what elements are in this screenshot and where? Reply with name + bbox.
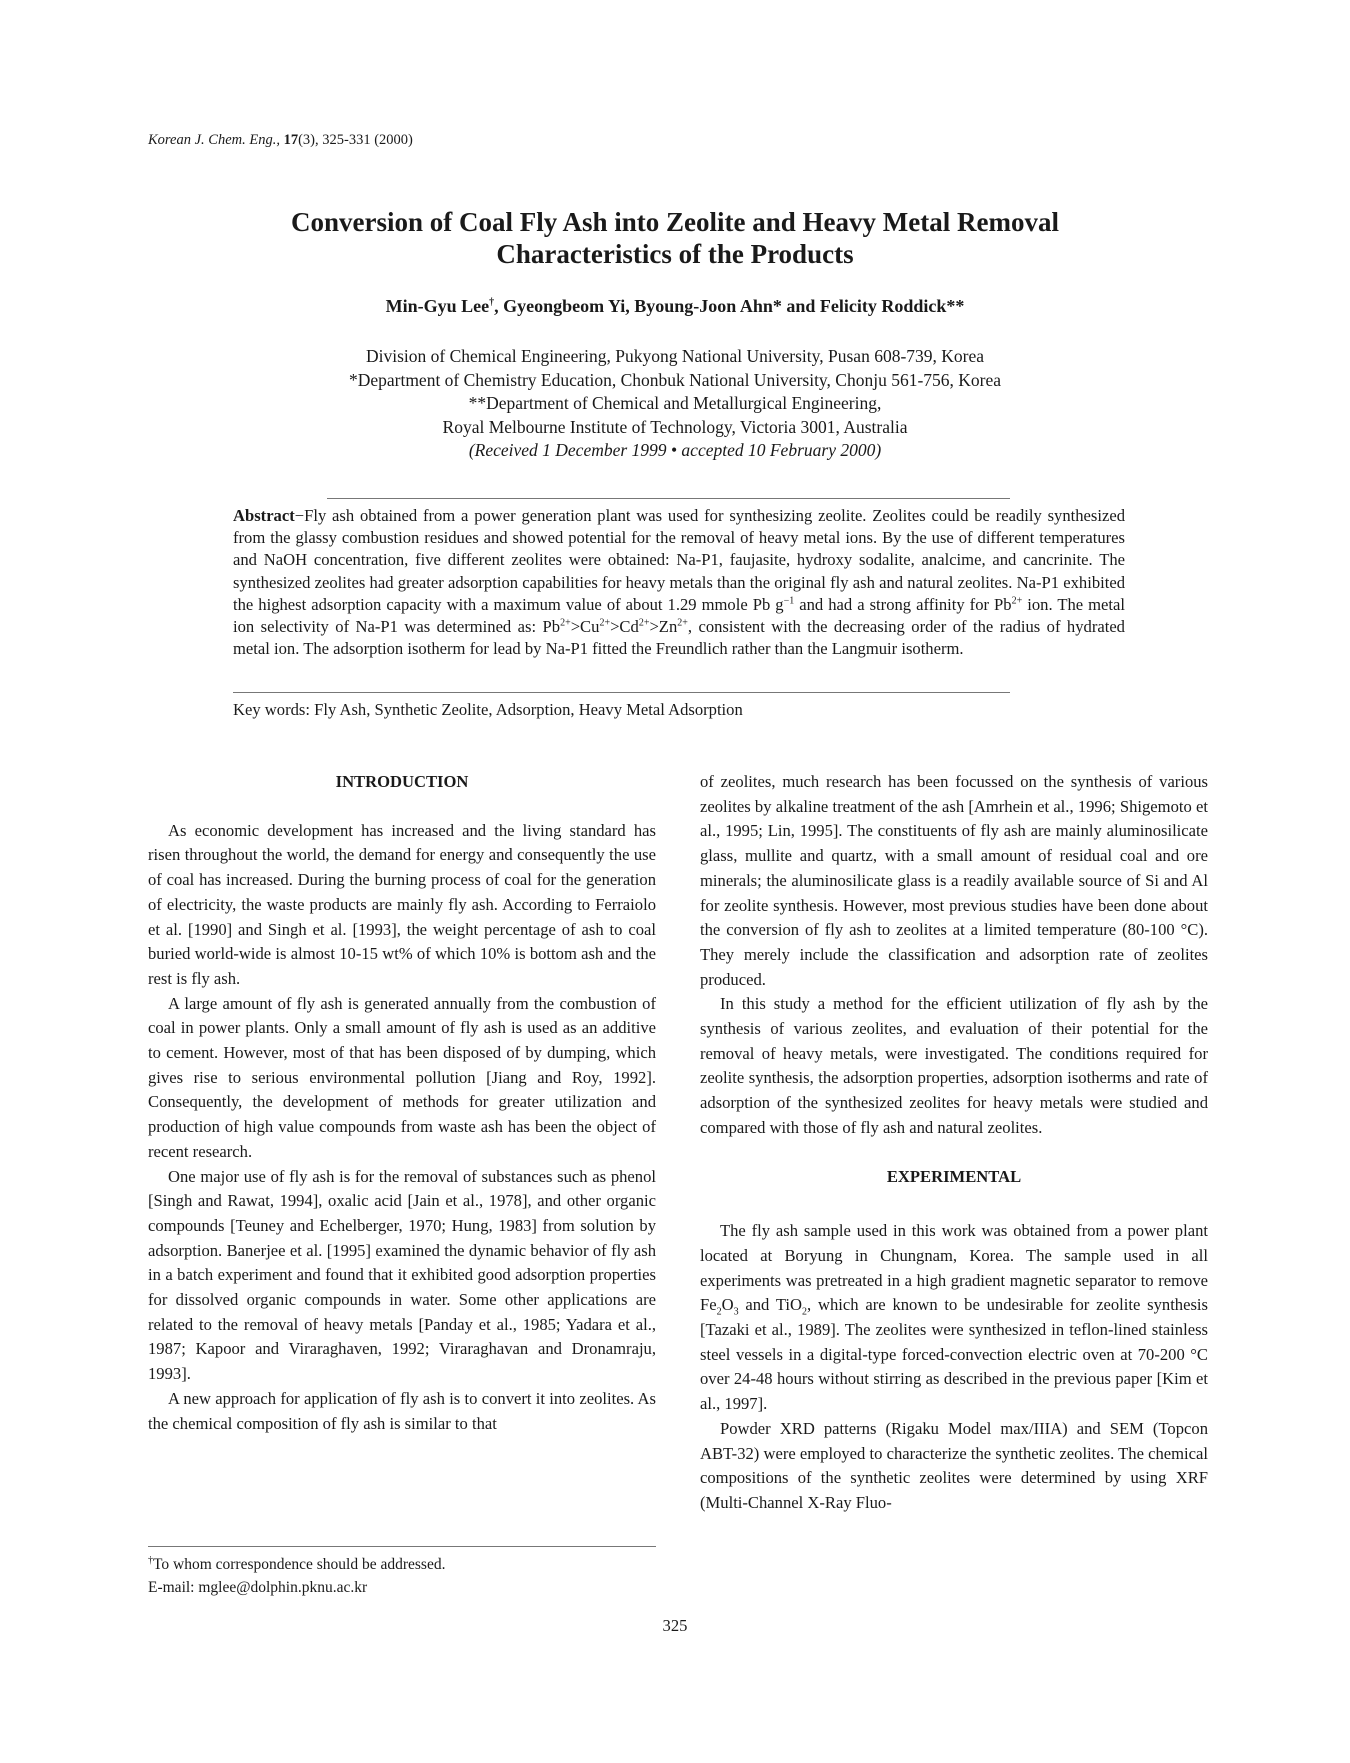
paragraph: The fly ash sample used in this work was obtained from a power plant located at Boryung in Chungnam, Korea. The sample used in all experiments was pretreated in a high gradient magnetic separator to remove $Fe_2O_3$ and TiO$_2$, which are known to be undesirable for zeolite synthesis [Tazaki et al., 1989]. The zeolites were synthesized in teflon-lined stainless steel vessels in a digital-type forced-convection electric oven at 70-200 °C over 24-48 hours without stirring as described in the previous paper [Kim et al., 1997]. [700,1221,1208,1414]
paragraph: In this study a method for the efficient utilization of fly ash by the synthesis of various zeolites, and evaluation of their potential for the removal of heavy metals, were investigated. The conditions required for zeolite synthesis, the adsorption properties, adsorption isotherms and rate of adsorption of the synthesized zeolites for heavy metals were studied and compared with those of fly ash and natural zeolites. [700,994,1208,1137]
abstract-top-rule [327,498,1010,499]
author-1: Min-Gyu Lee [385,296,490,316]
paper-title [0,206,1350,270]
affiliation-1: Division of Chemical Engineering, Pukyong National University, Pusan 608-739, Korea [365,346,985,366]
abstract: Abstract−Fly ash obtained from a power generation plant was used for synthesizing zeolite. Zeolites could be readily synthesized from the glassy combustion residues and showed potential for the removal of heavy metal ions. By the use of different temperatures and NaOH concentration, five different zeolites were obtained: Na-P1, faujasite, hydroxy sodalite, analcime, and cancrinite. The synthesized zeolites had greater adsorption capabilities for heavy metals than the original fly ash and natural zeolites. Na-P1 exhibited the highest adsorption capacity with a maximum value of about 1.29 mmole Pb $g^{-1}$ and had a strong affinity for $Pb^{2+}$ ion. The metal ion selectivity of Na-P1 was determined as: $Pb^{2+}>Cu^{2+}>Cd^{2+}>Zn^{2+}$, consistent with the decreasing order of the radius of hydrated metal ion. The adsorption isotherm for lead by Na-P1 fitted the Freundlich rather than the Langmuir isotherm. [233,506,1125,659]
received-dates: (Received 1 December 1999 • accepted 10 February 2000) [468,440,882,460]
affiliations [0,345,1350,463]
introduction-heading: INTRODUCTION [335,772,469,791]
other-authors: , Gyeongbeom Yi, Byoung-Joon Ahn* and Felicity Roddick** [494,296,965,316]
journal-volume: 17 [283,132,299,148]
author-list [0,296,1350,317]
abstract-label: Abstract [233,506,295,525]
left-column [148,770,656,1436]
journal-citation [148,132,413,149]
right-column [700,770,1208,1516]
footnote-email: E-mail: mglee@dolphin.pknu.ac.kr [148,1579,368,1596]
affiliation-4: Royal Melbourne Institute of Technology, Victoria 3001, Australia [442,416,908,437]
corresponding-mark: † [489,297,495,308]
affiliation-2: *Department of Chemistry Education, Chonbuk National University, Chonju 561-756, Korea [348,369,1002,390]
affiliation-3: **Department of Chemical and Metallurgical Engineering, [468,393,882,413]
footnote-correspondence: To whom correspondence should be addressed. [153,1556,446,1573]
journal-issue-pages: (3), 325-331 (2000) [298,132,413,148]
paragraph: of zeolites, much research has been focussed on the synthesis of various zeolites by alkaline treatment of the ash [Amrhein et al., 1996; Shigemoto et al., 1995; Lin, 1995]. The constituents of fly ash are mainly aluminosilicate glass, mullite and quartz, with a small amount of residual coal and ore minerals; the aluminosilicate glass is a readily available source of Si and Al for zeolite synthesis. However, most previous studies have been done about the conversion of fly ash to zeolites at a limited temperature (80-100 °C). They merely include the classification and adsorption rate of zeolites produced. [700,772,1208,989]
footnote [148,1553,445,1599]
footnote-mark: † [148,1554,153,1566]
paragraph: A large amount of fly ash is generated annually from the combustion of coal in power plants. Only a small amount of fly ash is used as an additive to cement. However, most of that has been disposed of by dumping, which gives rise to serious environmental pollution [Jiang and Roy, 1992]. Consequently, the development of methods for greater utilization and production of high value compounds from waste ash has been the object of recent research. [148,993,656,1161]
keywords: Key words: Fly Ash, Synthetic Zeolite, Adsorption, Heavy Metal Adsorption [233,700,743,719]
paragraph: As economic development has increased and the living standard has risen throughout the world, the demand for energy and consequently the use of coal has increased. During the burning process of coal for the generation of electricity, the waste products are mainly fly ash. According to Ferraiolo et al. [1990] and Singh et al. [1993], the weight percentage of ash to coal buried world-wide is almost 10-15 wt% of which 10% is bottom ash and the rest is fly ash. [148,820,656,988]
page-number: 325 [662,1616,688,1635]
paragraph: Powder XRD patterns (Rigaku Model max/IIIA) and SEM (Topcon ABT-32) were employed to characterize the synthetic zeolites. The chemical compositions of the synthetic zeolites were determined by using XRF (Multi-Channel X-Ray Fluo- [700,1418,1208,1512]
paragraph: A new approach for application of fly ash is to convert it into zeolites. As the chemical composition of fly ash is similar to that [148,1388,656,1433]
title-line-1: Conversion of Coal Fly Ash into Zeolite and Heavy Metal Removal [291,207,1059,237]
experimental-heading: EXPERIMENTAL [886,1166,1022,1186]
abstract-bottom-rule [233,692,1010,693]
title-line-2: Characteristics of the Products [496,239,854,269]
paragraph: One major use of fly ash is for the removal of substances such as phenol [Singh and Rawat, 1994], oxalic acid [Jain et al., 1978], and other organic compounds [Teuney and Echelberger, 1970; Hung, 1983] from solution by adsorption. Banerjee et al. [1995] examined the dynamic behavior of fly ash in a batch experiment and found that it exhibited good adsorption properties for dissolved organic compounds in water. Some other applications are related to the removal of heavy metals [Panday et al., 1985; Yadara et al., 1987; Kapoor and Viraraghaven, 1992; Viraraghavan and Dronamraju, 1993]. [148,1166,656,1384]
footnote-rule [148,1546,656,1547]
journal-name: Korean J. Chem. Eng., [148,132,280,148]
